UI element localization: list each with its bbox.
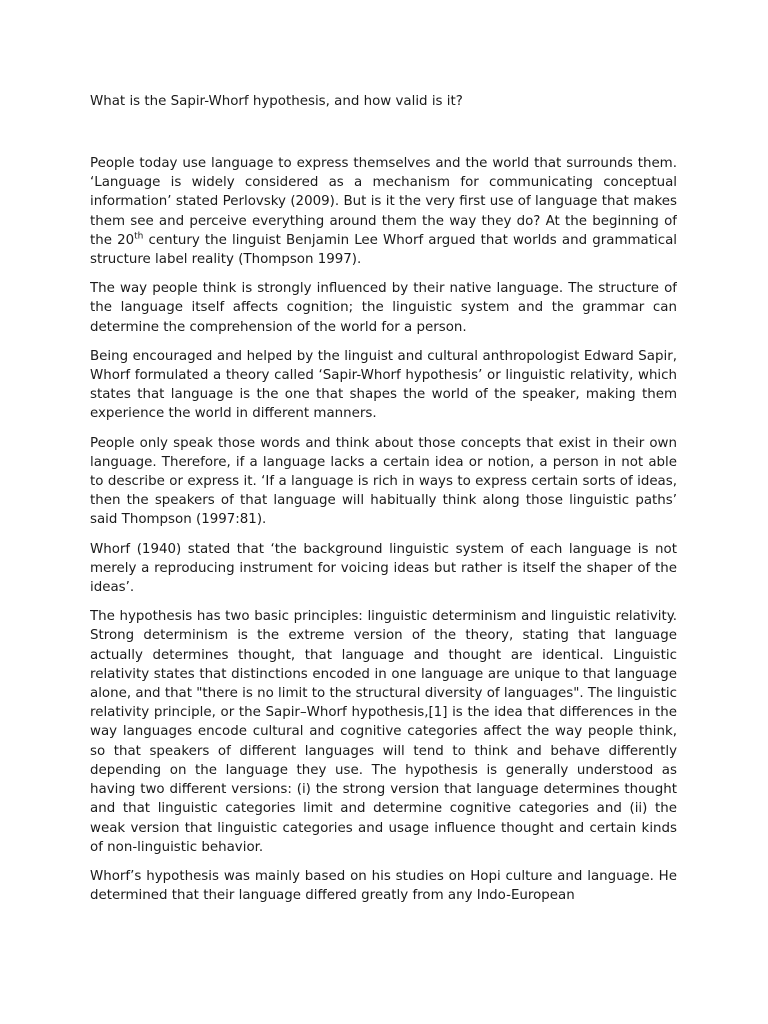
document-body: [90, 154, 677, 915]
document-page: [90, 0, 677, 1024]
paragraph-3: Being encouraged and helped by the linguist and cultural anthropologist Edward Sapir, Whorf formulated a theory called ‘Sapir-Whorf hypothesis’ or linguistic relativity, which states that language is the one that shapes the world of the speaker, making them experience the world in different manners.: [90, 348, 677, 422]
document-title: What is the Sapir-Whorf hypothesis, and how valid is it?: [90, 94, 463, 109]
paragraph-1-text: People today use language to express themselves and the world that surrounds them. ‘Language is widely considered as a mechanism for communicating conceptual information’ stated Perlovsky (2009). But is it the very first use of language that makes them see and perceive everything around them the way they do? At the beginning of the 20: [90, 156, 677, 248]
paragraph-1-text-cont: century the linguist Benjamin Lee Whorf argued that worlds and grammatical structure label reality (Thompson 1997).: [90, 232, 677, 268]
paragraph-6: The hypothesis has two basic principles: linguistic determinism and linguistic relativity. Strong determinism is the extreme version of the theory, stating that language actually determines thought, that language and thought are identical. Linguistic relativity states that distinctions encoded in one language are unique to that language alone, and that "there is no limit to the structural diversity of languages". The linguistic relativity principle, or the Sapir–Whorf hypothesis,[1] is the idea that differences in the way languages encode cultural and cognitive categories affect the way people think, so that speakers of different languages will tend to think and behave differently depending on the language they use. The hypothesis is generally understood as having two different versions: (i) the strong version that language determines thought and that linguistic categories limit and determine cognitive categories and (ii) the weak version that linguistic categories and usage influence thought and certain kinds of non-linguistic behavior.: [90, 609, 677, 855]
ordinal-suffix: th: [134, 231, 144, 242]
paragraph-1: [90, 154, 677, 269]
paragraph-4: People only speak those words and think about those concepts that exist in their own language. Therefore, if a language lacks a certain idea or notion, a person in not able to describe or express it. ‘If a language is rich in ways to express certain sorts of ideas, then the speakers of that language will habitually think along those linguistic paths’ said Thompson (1997:81).: [90, 435, 677, 528]
paragraph-2: The way people think is strongly influenced by their native language. The structure of the language itself affects cognition; the linguistic system and the grammar can determine the comprehension of the world for a person.: [90, 281, 677, 335]
paragraph-7: Whorf’s hypothesis was mainly based on his studies on Hopi culture and language. He determined that their language differed greatly from any Indo-European: [90, 868, 677, 904]
paragraph-5: Whorf (1940) stated that ‘the background linguistic system of each language is not merely a reproducing instrument for voicing ideas but rather is itself the shaper of the ideas’.: [90, 541, 677, 596]
